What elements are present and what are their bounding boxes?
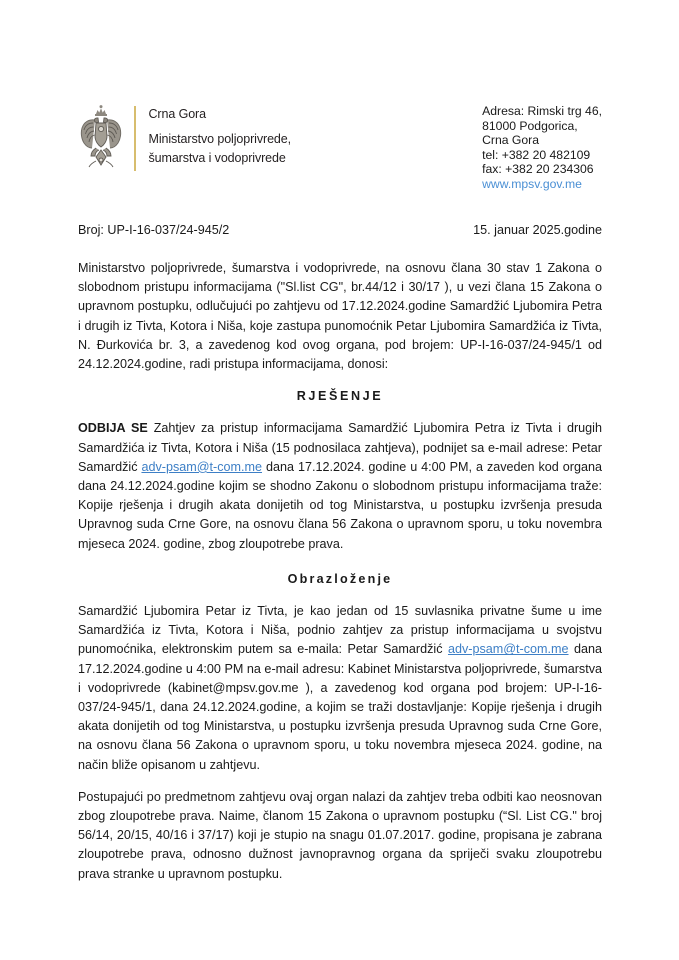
applicant-email-link-1[interactable]: adv-psam@t-com.me	[141, 459, 263, 474]
address-line-3: Crna Gora	[482, 133, 540, 148]
ministry-line-1: Ministarstvo poljoprivrede,	[148, 132, 291, 146]
reasoning-heading: Obrazloženje	[287, 571, 393, 586]
intro-paragraph: Ministarstvo poljoprivrede, šumarstva i vodoprivrede, na osnovu člana 30 stav 1 Zakona o slobodnom pristupu informacijama ("Sl.list CG", br.44/12 i 30/17 ), u vezi člana 15 Zakona o upravnom postupku, odlučujući po zahtjevu od 17.12.2024.godine Samardžić Ljubomira Petra i drugih iz Tivta, Kotora i Niša, koje zastupa punomoćnik Petar Ljubomira Samardžića iz Tivta, N. Đurkovića br. 3, a zavedenog kod ovog organa, pod brojem: UP-I-16-037/24-945/1 od 24.12.2024.godine, radi pristupa informacijama, donosi:	[78, 261, 602, 372]
contact-block	[482, 103, 602, 192]
reasoning-text-after-email: dana 17.12.2024.godine u 4:00 PM na e-mail adresu: Kabinet Ministarstva poljoprivrede, šumarstva i vodoprivrede (kabinet@mpsv.gov.me ), a zavedenog kod organa pod brojem: UP-I-16-037/24-945/1, dana 24.12.2024.godine, a kojim se traži dostavljanje: Kopije rješenja i drugih akata donijetih od tog Ministarstva, u postupku izvršenja presuda Upravnog suda Crne Gore, na osnovu člana 56 Zakona o upravnom sporu, u toku novembra mjeseca 2024. godine, na način bliže opisanom u zahtjevu.	[78, 642, 603, 772]
ministry-name	[149, 103, 292, 168]
decision-text-after-email: dana 17.12.2024. godine u 4:00 PM, a zaveden kod organa dana 24.12.2024.godine kojim se shodno Zakonu o slobodnom pristupu informacijama traže: Kopije rješenja i drugih akata donijetih od tog Ministarstva, u postupku izvršenja presuda Upravnog suda Crne Gore, na osnovu člana 56 Zakona o upravnom sporu, u toku novembra mjeseca 2024. godine, zbog zloupotrebe prava.	[78, 459, 602, 551]
website-link[interactable]: www.mpsv.gov.me	[482, 176, 582, 191]
document-date: 15. januar 2025.godine	[473, 223, 602, 237]
reasoning-text-before-email: Samardžić Ljubomira Petar iz Tivta, je kao jedan od 15 suvlasnika privatne šume u ime Samardžića iz Tivta, Kotora i Niša, podnio zahtjev za pristup informacijama u svojstvu punomoćnika, elektronskim putem sa e-maila: Petar Samardžić	[78, 604, 602, 657]
country-name: Crna Gora	[148, 107, 206, 121]
montenegro-coat-of-arms-icon	[78, 103, 124, 171]
letterhead	[78, 103, 602, 192]
ministry-branding	[78, 103, 291, 171]
reference-line	[78, 222, 602, 238]
reasoning-paragraph-1	[78, 602, 602, 775]
reasoning-paragraph-2: Postupajući po predmetnom zahtjevu ovaj organ nalazi da zahtjev treba odbiti kao neosnovan zbog zloupotrebe prava. Naime, članom 15 Zakona o upravnom postupku (“Sl. List CG." broj 56/14, 20/15, 40/16 i 37/17) koji je stupio na snagu 01.07.2017. godine, propisana je zabrana zloupotrebe prava, odnosno dužnost javnopravnog organa da spriječi svaku zloupotrebu prava stranke u upravnom postupku.	[78, 789, 602, 881]
decision-paragraph	[78, 419, 602, 553]
decision-lead: ODBIJA SE	[78, 421, 148, 436]
fax: fax: +382 20 234306	[482, 162, 594, 177]
ministry-line-2: šumarstva i vodoprivrede	[148, 151, 286, 165]
decision-text-before-email: Zahtjev za pristup informacijama Samardžić Ljubomira Petra iz Tivta i drugih Samardžića iz Tivta, Kotora i Niša (15 podnosilaca zahtjeva), podnijet sa e-mail adrese: Petar Samardžić	[78, 421, 602, 474]
letterhead-divider	[134, 106, 136, 171]
document-number: Broj: UP-I-16-037/24-945/2	[78, 223, 230, 237]
address-line-1: Adresa: Rimski trg 46,	[482, 104, 602, 118]
document-body	[78, 259, 602, 884]
telephone: tel: +382 20 482109	[482, 147, 591, 162]
applicant-email-link-2[interactable]: adv-psam@t-com.me	[447, 642, 569, 657]
decision-heading: RJEŠENJE	[296, 389, 384, 404]
address-line-2: 81000 Podgorica,	[482, 118, 578, 133]
